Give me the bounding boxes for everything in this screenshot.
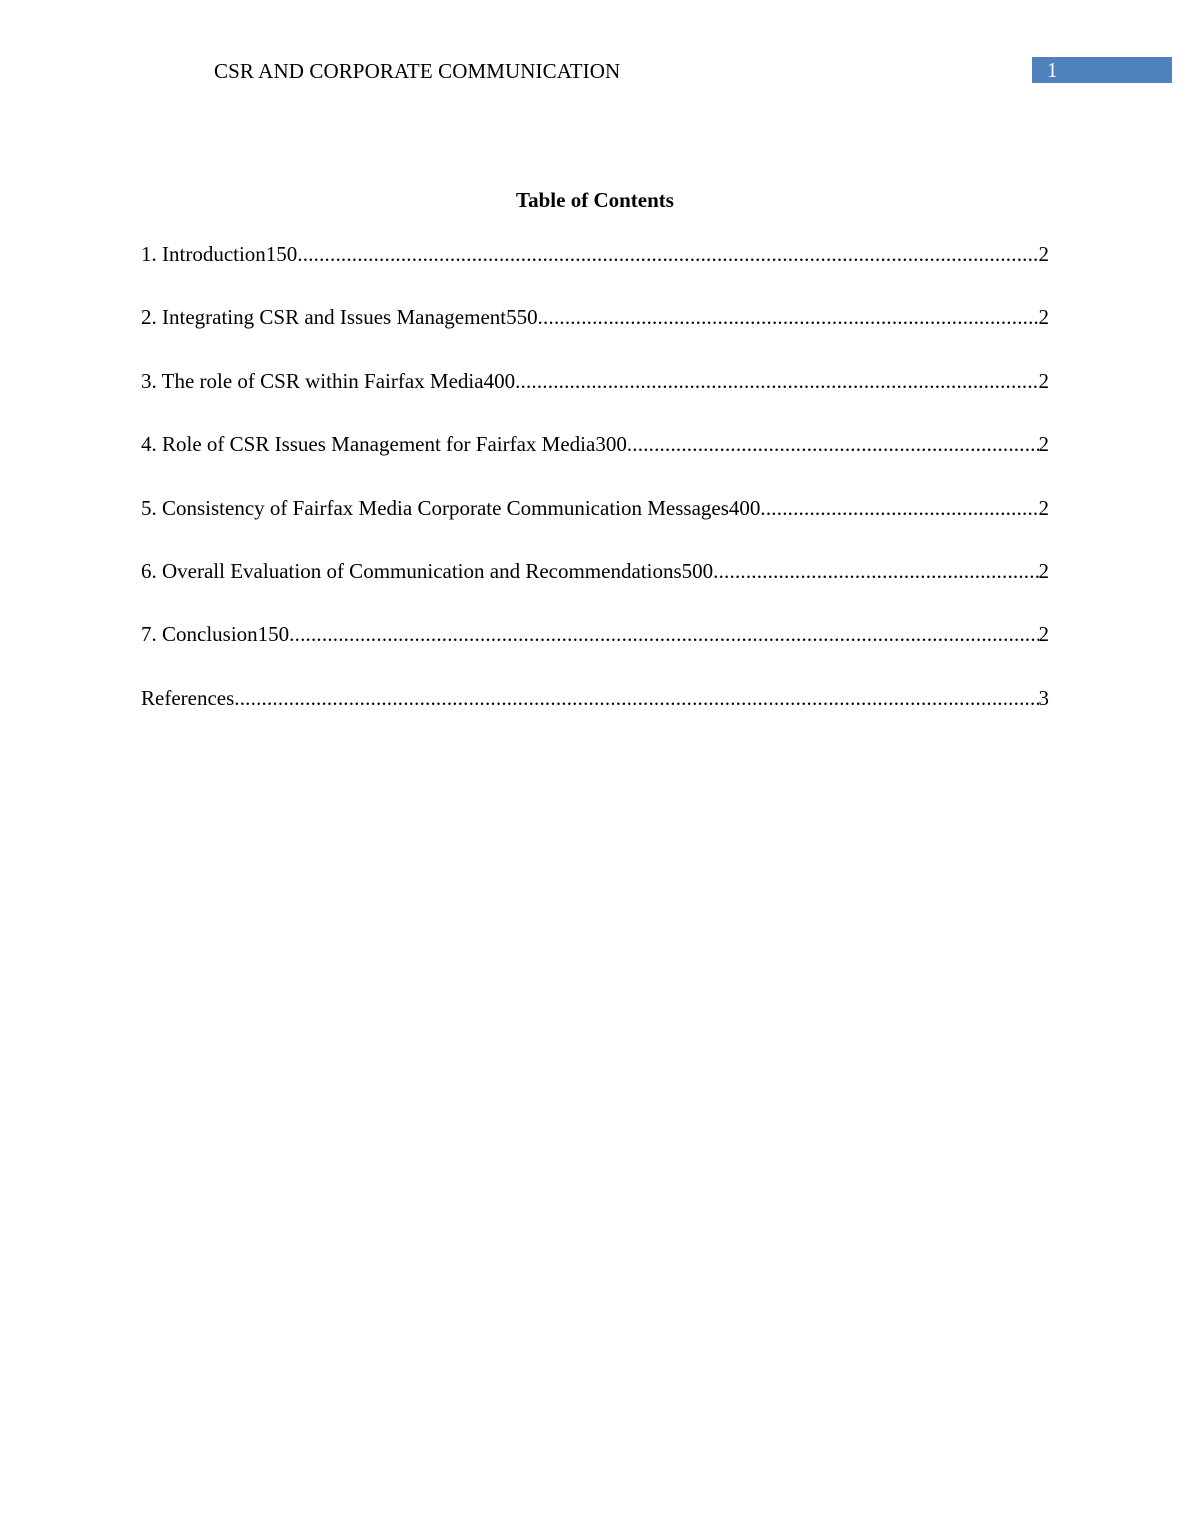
toc-dot-leader <box>760 494 1038 522</box>
page-number: 1 <box>1047 58 1058 82</box>
toc-dot-leader <box>538 303 1039 331</box>
page-number-box <box>1032 57 1172 83</box>
toc-entry-integrating-csr[interactable] <box>141 303 1049 331</box>
toc-dot-leader <box>289 620 1038 648</box>
toc-entry-page: 3 <box>1038 685 1049 710</box>
toc-dot-leader <box>713 557 1038 585</box>
page-header <box>0 0 1190 100</box>
toc-entry-label: References <box>141 685 235 710</box>
toc-entry-page: 2 <box>1038 305 1049 330</box>
toc-dot-leader <box>515 367 1038 395</box>
toc-entry-label: 5. Consistency of Fairfax Media Corporate Communication Messages400 <box>141 495 761 520</box>
toc-dot-leader <box>627 430 1039 458</box>
toc-entry-overall-evaluation[interactable] <box>141 557 1049 585</box>
toc-entry-label: 7. Conclusion150 <box>141 622 290 647</box>
toc-entry-page: 2 <box>1038 368 1049 393</box>
table-of-contents <box>141 186 1049 710</box>
toc-entry-page: 2 <box>1038 432 1049 457</box>
toc-entry-introduction[interactable] <box>141 240 1049 268</box>
toc-list <box>141 240 1049 747</box>
toc-entry-label: 2. Integrating CSR and Issues Management550 <box>141 305 538 330</box>
toc-entry-label: 6. Overall Evaluation of Communication and Recommendations500 <box>141 558 714 583</box>
toc-entry-page: 2 <box>1038 622 1049 647</box>
toc-entry-references[interactable] <box>141 684 1049 712</box>
toc-dot-leader <box>234 684 1038 712</box>
toc-entry-conclusion[interactable] <box>141 620 1049 648</box>
running-header-title: CSR AND CORPORATE COMMUNICATION <box>214 59 621 83</box>
toc-entry-label: 3. The role of CSR within Fairfax Media400 <box>141 368 516 393</box>
toc-heading: Table of Contents <box>516 188 674 212</box>
toc-entry-role-of-csr[interactable] <box>141 367 1049 395</box>
toc-entry-consistency[interactable] <box>141 494 1049 522</box>
toc-entry-issues-management[interactable] <box>141 430 1049 458</box>
toc-entry-label: 1. Introduction150 <box>141 242 298 266</box>
toc-entry-label: 4. Role of CSR Issues Management for Fairfax Media300 <box>141 432 627 457</box>
toc-entry-page: 2 <box>1038 558 1049 583</box>
toc-dot-leader <box>297 240 1038 268</box>
toc-entry-page: 2 <box>1038 242 1049 266</box>
toc-entry-page: 2 <box>1038 495 1049 520</box>
